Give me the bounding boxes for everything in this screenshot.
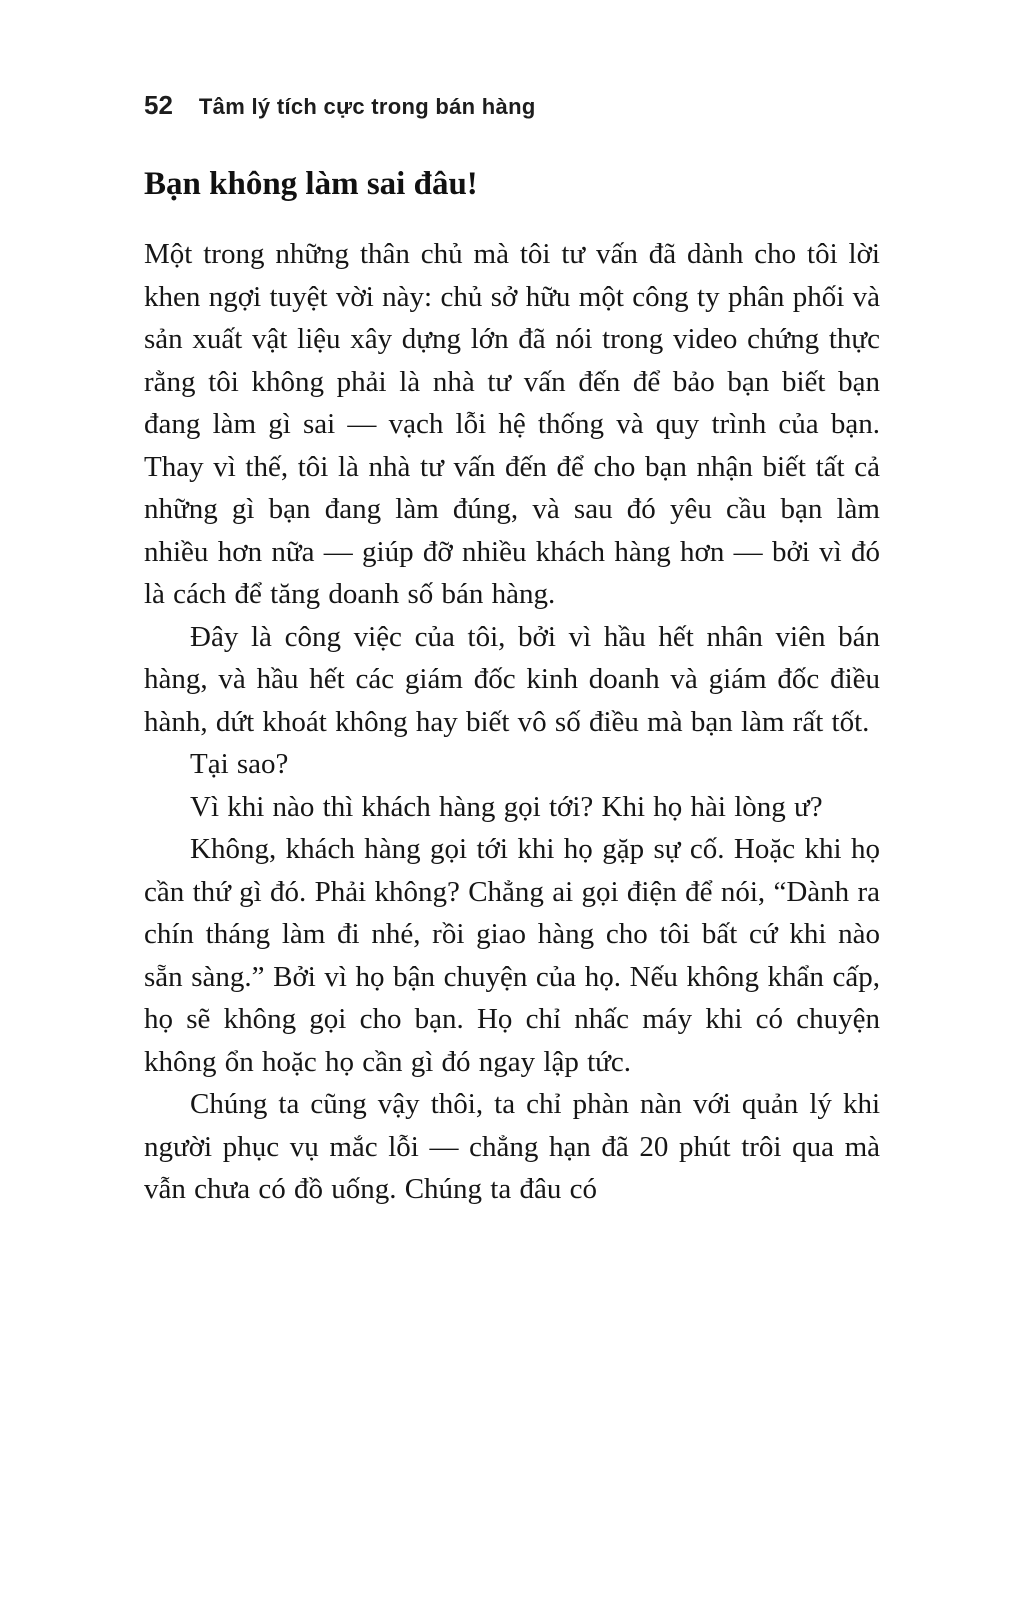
paragraph-1: Một trong những thân chủ mà tôi tư vấn đã dành cho tôi lời khen ngợi tuyệt vời này: chủ sở hữu một công ty phân phối và sản xuất vật liệu xây dựng lớn đã nói trong video chứng thực rằng tôi không phải là nhà tư vấn đến để bảo bạn biết bạn đang làm gì sai — vạch lỗi hệ thống và quy trình của bạn. Thay vì thế, tôi là nhà tư vấn đến để cho bạn nhận biết tất cả những gì bạn đang làm đúng, và sau đó yêu cầu bạn làm nhiều hơn nữa — giúp đỡ nhiều khách hàng hơn — bởi vì đó là cách để tăng doanh số bán hàng. <box>144 238 880 610</box>
section-heading: Bạn không làm sai đâu! <box>144 166 478 202</box>
page-number: 52 <box>144 90 173 120</box>
paragraph-3: Tại sao? <box>190 748 289 780</box>
paragraph-4: Vì khi nào thì khách hàng gọi tới? Khi họ hài lòng ư? <box>190 790 823 823</box>
paragraph-5: Không, khách hàng gọi tới khi họ gặp sự cố. Hoặc khi họ cần thứ gì đó. Phải không? Chẳng ai gọi điện để nói, “Dành ra chín tháng làm đi nhé, rồi giao hàng cho tôi bất cứ khi nào sẵn sàng.” Bởi vì họ bận chuyện của họ. Nếu không khẩn cấp, họ sẽ không gọi cho bạn. Họ chỉ nhấc máy khi có chuyện không ổn hoặc họ cần gì đó ngay lập tức. <box>144 833 880 1078</box>
paragraph-2: Đây là công việc của tôi, bởi vì hầu hết nhân viên bán hàng, và hầu hết các giám đốc kinh doanh và giám đốc điều hành, dứt khoát không hay biết vô số điều mà bạn làm rất tốt. <box>144 620 880 738</box>
page-body <box>144 166 880 1211</box>
running-title: Tâm lý tích cực trong bán hàng <box>198 94 536 119</box>
paragraph-6: Chúng ta cũng vậy thôi, ta chỉ phàn nàn với quản lý khi người phục vụ mắc lỗi — chẳng hạn đã 20 phút trôi qua mà vẫn chưa có đồ uống. Chúng ta đâu có <box>144 1088 880 1205</box>
page-header <box>144 92 880 118</box>
